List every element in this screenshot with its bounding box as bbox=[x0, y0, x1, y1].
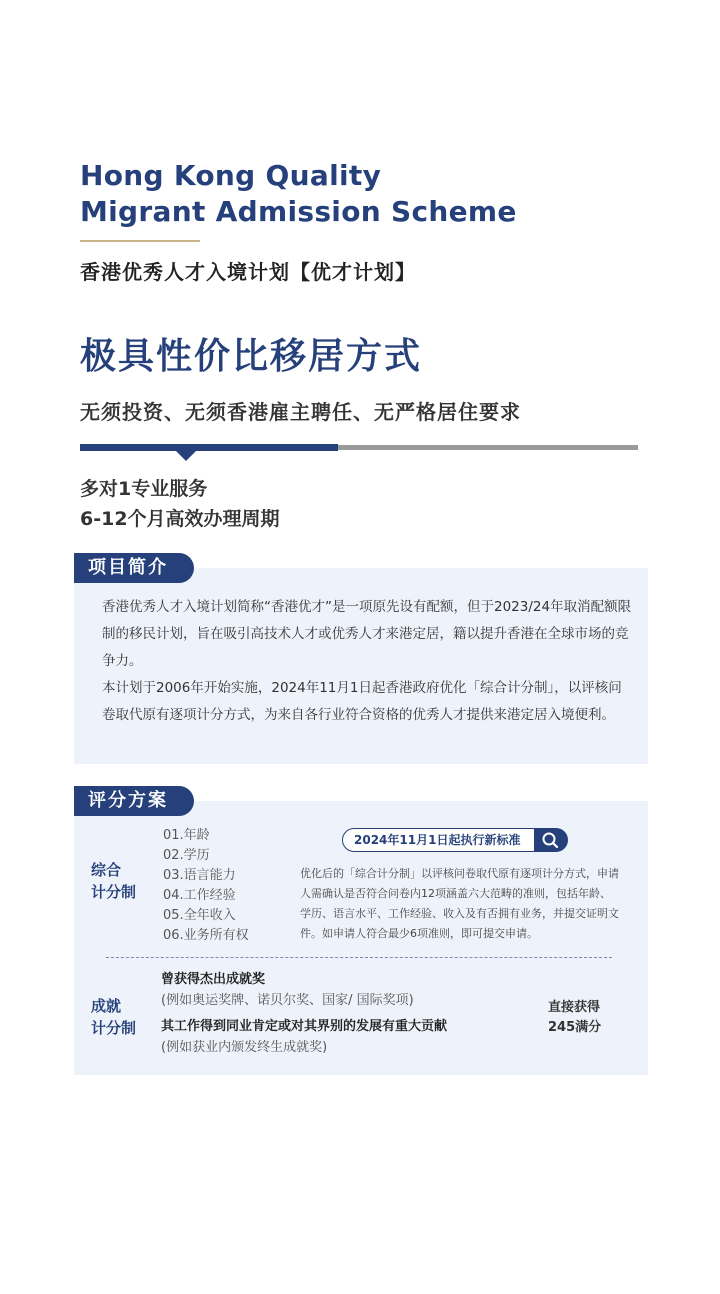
achievement-result bbox=[548, 998, 601, 1038]
factor-item: 02.学历 bbox=[163, 848, 210, 863]
english-title bbox=[80, 158, 640, 230]
search-icon bbox=[534, 828, 568, 852]
subheadline: 无须投资、无须香港雇主聘任、无严格居住要求 bbox=[80, 400, 521, 424]
general-label-line1: 综合 bbox=[91, 861, 122, 879]
achievement-label-line2: 计分制 bbox=[91, 1019, 137, 1037]
achievement-label-line1: 成就 bbox=[91, 997, 122, 1015]
progress-bar-blue bbox=[80, 444, 338, 451]
bar-pointer-icon bbox=[176, 451, 196, 461]
achievement-item-2: 其工作得到同业肯定或对其界别的发展有重大贡献 bbox=[161, 1019, 448, 1034]
intro-paragraph-2: 本计划于2006年开始实施，2024年11月1日起香港政府优化「综合计分制」，以评核问卷取代原有逐项计分方式，为来自各行业符合资格的优秀人才提供来港定居入境便利。 bbox=[102, 680, 622, 723]
factor-list bbox=[163, 826, 249, 946]
english-title-line1: Hong Kong Quality bbox=[80, 159, 382, 192]
general-points-description: 优化后的「综合计分制」以评核问卷取代原有逐项计分方式，申请人需确认是否符合问卷内12项涵盖六大范畴的准则，包括年龄、学历、语言水平、工作经验、收入及有否拥有业务，并提交证明文件。如申请人符合最少6项准则，即可提交申请。 bbox=[300, 867, 619, 940]
service-highlights bbox=[80, 474, 280, 534]
result-line-2: 245满分 bbox=[548, 1020, 602, 1035]
headline: 极具性价比移居方式 bbox=[80, 336, 423, 377]
factor-item: 01.年龄 bbox=[163, 828, 210, 843]
general-label-line2: 计分制 bbox=[91, 883, 137, 901]
achievement-item-1: 曾获得杰出成就奖 bbox=[161, 972, 266, 987]
achievement-points-label bbox=[91, 995, 136, 1039]
service-line-2: 6-12个月高效办理周期 bbox=[80, 508, 280, 530]
english-title-line2: Migrant Admission Scheme bbox=[80, 195, 517, 228]
factor-item: 06.业务所有权 bbox=[163, 928, 249, 943]
scoring-tag: 评分方案 bbox=[74, 786, 194, 816]
factor-item: 05.全年收入 bbox=[163, 908, 236, 923]
new-standard-text: 2024年11月1日起执行新标准 bbox=[354, 833, 521, 847]
progress-bar-gray bbox=[338, 445, 638, 450]
intro-text bbox=[102, 594, 632, 729]
factor-item: 03.语言能力 bbox=[163, 868, 236, 883]
gold-divider bbox=[80, 240, 200, 242]
intro-paragraph-1: 香港优秀人才入境计划简称“香港优才”是一项原先设有配额，但于2023/24年取消配额限制的移民计划，旨在吸引高技术人才或优秀人才来港定居，籍以提升香港在全球市场的竞争力。 bbox=[102, 599, 632, 669]
service-line-1: 多对1专业服务 bbox=[80, 478, 208, 500]
general-points-label bbox=[91, 859, 136, 903]
factor-item: 04.工作经验 bbox=[163, 888, 236, 903]
dashed-divider bbox=[106, 957, 612, 958]
intro-tag: 项目简介 bbox=[74, 553, 194, 583]
achievement-item-1-note: (例如奥运奖牌、诺贝尔奖、国家/ 国际奖项) bbox=[161, 993, 414, 1008]
achievement-item-2-note: (例如获业内颁发终生成就奖) bbox=[161, 1040, 328, 1055]
chinese-title: 香港优秀人才入境计划【优才计划】 bbox=[80, 260, 416, 284]
result-line-1: 直接获得 bbox=[548, 1000, 601, 1015]
